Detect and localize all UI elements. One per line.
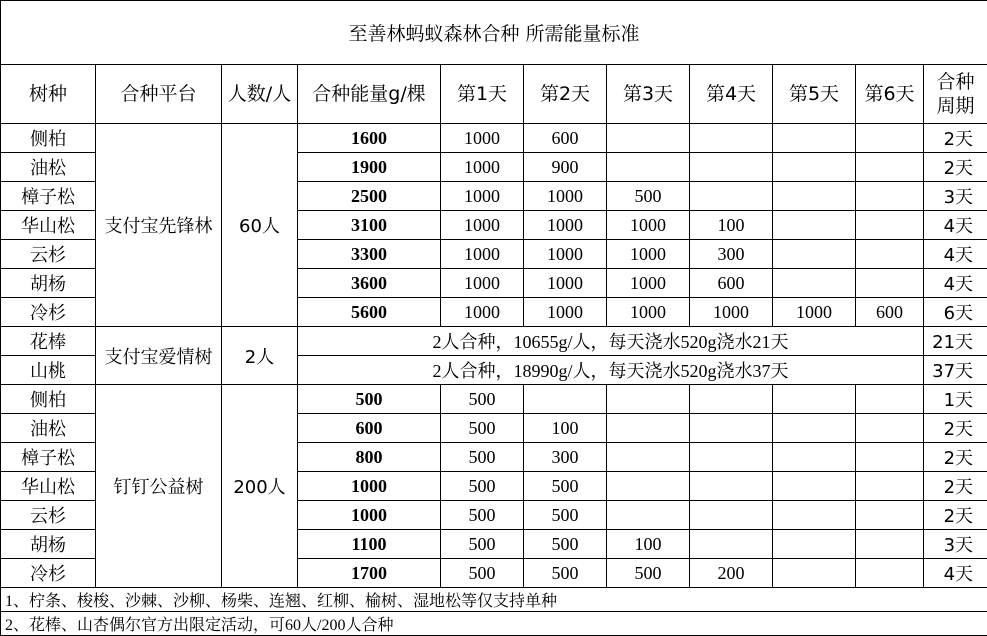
day4-value	[690, 530, 773, 559]
day4-value: 200	[690, 559, 773, 588]
day6-value	[856, 124, 924, 153]
tree-name: 侧柏	[1, 124, 96, 153]
day6-value	[856, 559, 924, 588]
day5-value	[773, 443, 856, 472]
day3-value: 100	[607, 530, 690, 559]
energy-value: 800	[298, 443, 441, 472]
day2-value: 500	[524, 501, 607, 530]
day3-value: 1000	[607, 269, 690, 298]
cycle-value: 2天	[924, 414, 987, 443]
day4-value: 1000	[690, 298, 773, 327]
header-day3: 第3天	[607, 65, 690, 124]
day4-value: 300	[690, 240, 773, 269]
people-count: 60人	[222, 124, 298, 327]
day4-value	[690, 385, 773, 414]
day2-value: 900	[524, 153, 607, 182]
header-day4: 第4天	[690, 65, 773, 124]
energy-value: 3600	[298, 269, 441, 298]
day1-value: 500	[441, 559, 524, 588]
love-tree-note: 2人合种，18990g/人，每天浇水520g浇水37天	[298, 356, 924, 385]
note-1: 1、柠条、梭梭、沙棘、沙柳、杨柴、连翘、红柳、榆树、湿地松等仅支持单种	[1, 588, 987, 612]
tree-name: 胡杨	[1, 530, 96, 559]
energy-value: 3100	[298, 211, 441, 240]
day1-value: 500	[441, 501, 524, 530]
day4-value	[690, 124, 773, 153]
day4-value	[690, 182, 773, 211]
day4-value	[690, 443, 773, 472]
energy-value: 1900	[298, 153, 441, 182]
love-tree-note: 2人合种，10655g/人，每天浇水520g浇水21天	[298, 327, 924, 356]
day2-value: 1000	[524, 298, 607, 327]
tree-name: 云杉	[1, 240, 96, 269]
day5-value	[773, 472, 856, 501]
cycle-value: 2天	[924, 443, 987, 472]
day2-value: 500	[524, 472, 607, 501]
tree-name: 侧柏	[1, 385, 96, 414]
day3-value	[607, 153, 690, 182]
day2-value: 500	[524, 530, 607, 559]
header-people: 人数/人	[222, 65, 298, 124]
header-day2: 第2天	[524, 65, 607, 124]
day3-value	[607, 385, 690, 414]
day6-value	[856, 385, 924, 414]
day1-value: 1000	[441, 211, 524, 240]
platform-name: 支付宝先锋林	[96, 124, 222, 327]
tree-name: 冷杉	[1, 559, 96, 588]
energy-value: 600	[298, 414, 441, 443]
energy-value: 1700	[298, 559, 441, 588]
day3-value: 500	[607, 559, 690, 588]
header-day6: 第6天	[856, 65, 924, 124]
people-count: 2人	[222, 327, 298, 385]
day1-value: 1000	[441, 298, 524, 327]
header-platform: 合种平台	[96, 65, 222, 124]
cycle-value: 4天	[924, 211, 987, 240]
day4-value	[690, 153, 773, 182]
cycle-value: 4天	[924, 559, 987, 588]
day6-value: 600	[856, 298, 924, 327]
cycle-value: 1天	[924, 385, 987, 414]
day1-value: 1000	[441, 182, 524, 211]
table-row	[1, 124, 987, 153]
day4-value	[690, 472, 773, 501]
day3-value: 1000	[607, 211, 690, 240]
energy-value: 500	[298, 385, 441, 414]
tree-name: 华山松	[1, 472, 96, 501]
cycle-value: 6天	[924, 298, 987, 327]
day6-value	[856, 472, 924, 501]
energy-value: 1100	[298, 530, 441, 559]
day6-value	[856, 153, 924, 182]
day2-value	[524, 385, 607, 414]
day5-value	[773, 269, 856, 298]
day6-value	[856, 182, 924, 211]
cycle-value: 2天	[924, 153, 987, 182]
note-row	[1, 588, 987, 612]
day5-value	[773, 414, 856, 443]
day3-value: 500	[607, 182, 690, 211]
day1-value: 1000	[441, 153, 524, 182]
note-2: 2、花棒、山杏偶尔官方出限定活动，可60人/200人合种	[1, 612, 987, 636]
day5-value	[773, 385, 856, 414]
day6-value	[856, 211, 924, 240]
day5-value	[773, 124, 856, 153]
cycle-value: 2天	[924, 472, 987, 501]
cycle-value: 4天	[924, 240, 987, 269]
table-title: 至善林蚂蚁森林合种 所需能量标准	[1, 1, 987, 65]
note-row	[1, 612, 987, 636]
day5-value: 1000	[773, 298, 856, 327]
people-count: 200人	[222, 385, 298, 588]
day6-value	[856, 240, 924, 269]
day2-value: 600	[524, 124, 607, 153]
header-day1: 第1天	[441, 65, 524, 124]
day1-value: 500	[441, 443, 524, 472]
header-cycle: 合种周期	[924, 65, 987, 124]
tree-name: 樟子松	[1, 443, 96, 472]
day6-value	[856, 530, 924, 559]
tree-name: 花棒	[1, 327, 96, 356]
day5-value	[773, 153, 856, 182]
day3-value	[607, 443, 690, 472]
energy-value: 2500	[298, 182, 441, 211]
day3-value	[607, 501, 690, 530]
day1-value: 500	[441, 385, 524, 414]
cycle-value: 2天	[924, 501, 987, 530]
day3-value	[607, 124, 690, 153]
header-tree: 树种	[1, 65, 96, 124]
table-row	[1, 327, 987, 356]
day2-value: 1000	[524, 182, 607, 211]
day3-value: 1000	[607, 298, 690, 327]
day5-value	[773, 211, 856, 240]
cycle-value: 4天	[924, 269, 987, 298]
day4-value	[690, 501, 773, 530]
tree-name: 胡杨	[1, 269, 96, 298]
cycle-value: 2天	[924, 124, 987, 153]
day6-value	[856, 414, 924, 443]
day4-value	[690, 414, 773, 443]
energy-value: 1000	[298, 501, 441, 530]
tree-name: 华山松	[1, 211, 96, 240]
day5-value	[773, 182, 856, 211]
day5-value	[773, 530, 856, 559]
day1-value: 500	[441, 414, 524, 443]
day6-value	[856, 269, 924, 298]
cycle-value: 21天	[924, 327, 987, 356]
tree-name: 云杉	[1, 501, 96, 530]
day4-value: 100	[690, 211, 773, 240]
day2-value: 500	[524, 559, 607, 588]
day2-value: 1000	[524, 269, 607, 298]
day3-value	[607, 472, 690, 501]
day1-value: 1000	[441, 269, 524, 298]
energy-value: 1600	[298, 124, 441, 153]
table-row	[1, 385, 987, 414]
header-energy: 合种能量g/棵	[298, 65, 441, 124]
day2-value: 1000	[524, 240, 607, 269]
day6-value	[856, 443, 924, 472]
day5-value	[773, 240, 856, 269]
day5-value	[773, 501, 856, 530]
day1-value: 1000	[441, 124, 524, 153]
cycle-value: 3天	[924, 182, 987, 211]
energy-value: 1000	[298, 472, 441, 501]
header-row	[1, 65, 987, 124]
day2-value: 1000	[524, 211, 607, 240]
day1-value: 1000	[441, 240, 524, 269]
platform-name: 钉钉公益树	[96, 385, 222, 588]
cycle-value: 3天	[924, 530, 987, 559]
energy-value: 3300	[298, 240, 441, 269]
day6-value	[856, 501, 924, 530]
day2-value: 300	[524, 443, 607, 472]
platform-name: 支付宝爱情树	[96, 327, 222, 385]
tree-name: 冷杉	[1, 298, 96, 327]
energy-value: 5600	[298, 298, 441, 327]
tree-name: 油松	[1, 153, 96, 182]
day2-value: 100	[524, 414, 607, 443]
cycle-value: 37天	[924, 356, 987, 385]
day3-value: 1000	[607, 240, 690, 269]
day5-value	[773, 559, 856, 588]
tree-name: 油松	[1, 414, 96, 443]
tree-name: 樟子松	[1, 182, 96, 211]
day1-value: 500	[441, 530, 524, 559]
header-day5: 第5天	[773, 65, 856, 124]
day1-value: 500	[441, 472, 524, 501]
day3-value	[607, 414, 690, 443]
day4-value: 600	[690, 269, 773, 298]
tree-name: 山桃	[1, 356, 96, 385]
